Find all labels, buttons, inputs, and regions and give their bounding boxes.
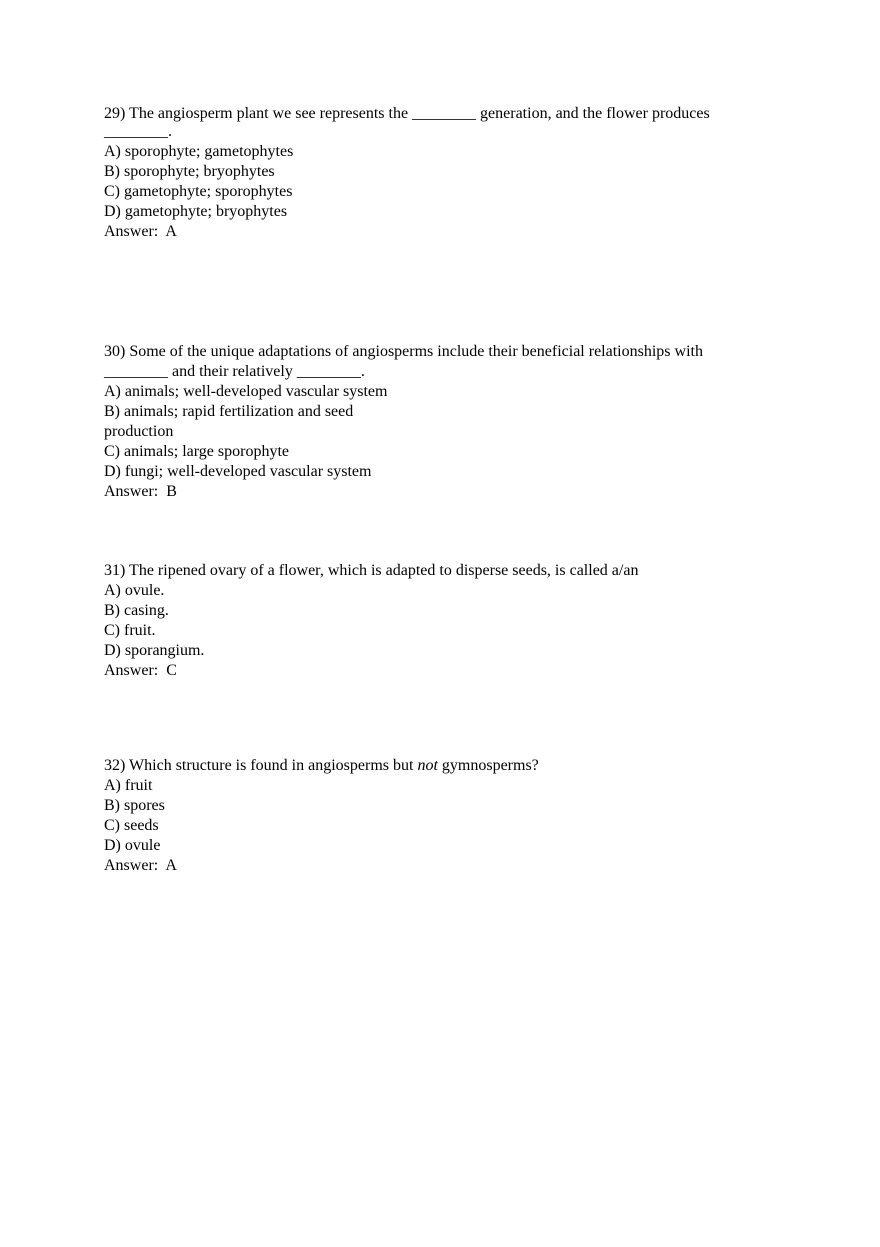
option-c: C) seeds [104,817,159,834]
answer-line: Answer: A [104,223,177,240]
option-b: B) animals; rapid fertilization and seed production [104,403,358,440]
option-b: B) sporophyte; bryophytes [104,163,275,180]
option-a: A) ovule. [104,582,165,599]
question-stem-continuation: ________ and their relatively ________. [104,363,365,380]
stem-text-before: 32) Which structure is found in angiosperms but [104,757,418,774]
option-d: D) gametophyte; bryophytes [104,203,288,220]
answer-line: Answer: A [104,857,177,874]
question-32 [104,756,774,876]
option-b: B) spores [104,797,165,814]
question-30 [104,342,774,502]
question-stem: 30) Some of the unique adaptations of angiosperms include their beneficial relationships with [104,343,703,360]
option-b: B) casing. [104,602,169,619]
question-stem-continuation: ________. [104,123,172,140]
question-stem: 29) The angiosperm plant we see represents the ________ generation, and the flower produces [104,105,710,122]
question-stem [104,756,774,776]
option-c: C) gametophyte; sporophytes [104,183,293,200]
option-a: A) sporophyte; gametophytes [104,143,294,160]
option-a: A) animals; well-developed vascular system [104,383,388,400]
option-d: D) sporangium. [104,642,205,659]
option-a: A) fruit [104,777,153,794]
question-29 [104,104,774,242]
option-d: D) ovule [104,837,161,854]
option-c: C) fruit. [104,622,156,639]
stem-emphasis: not [417,757,438,774]
option-d: D) fungi; well-developed vascular system [104,463,372,480]
option-c: C) animals; large sporophyte [104,443,289,460]
stem-text-after: gymnosperms? [437,757,539,774]
answer-line: Answer: C [104,662,177,679]
answer-line: Answer: B [104,483,177,500]
question-stem: 31) The ripened ovary of a flower, which is adapted to disperse seeds, is called a/an [104,562,639,579]
question-31 [104,561,774,681]
